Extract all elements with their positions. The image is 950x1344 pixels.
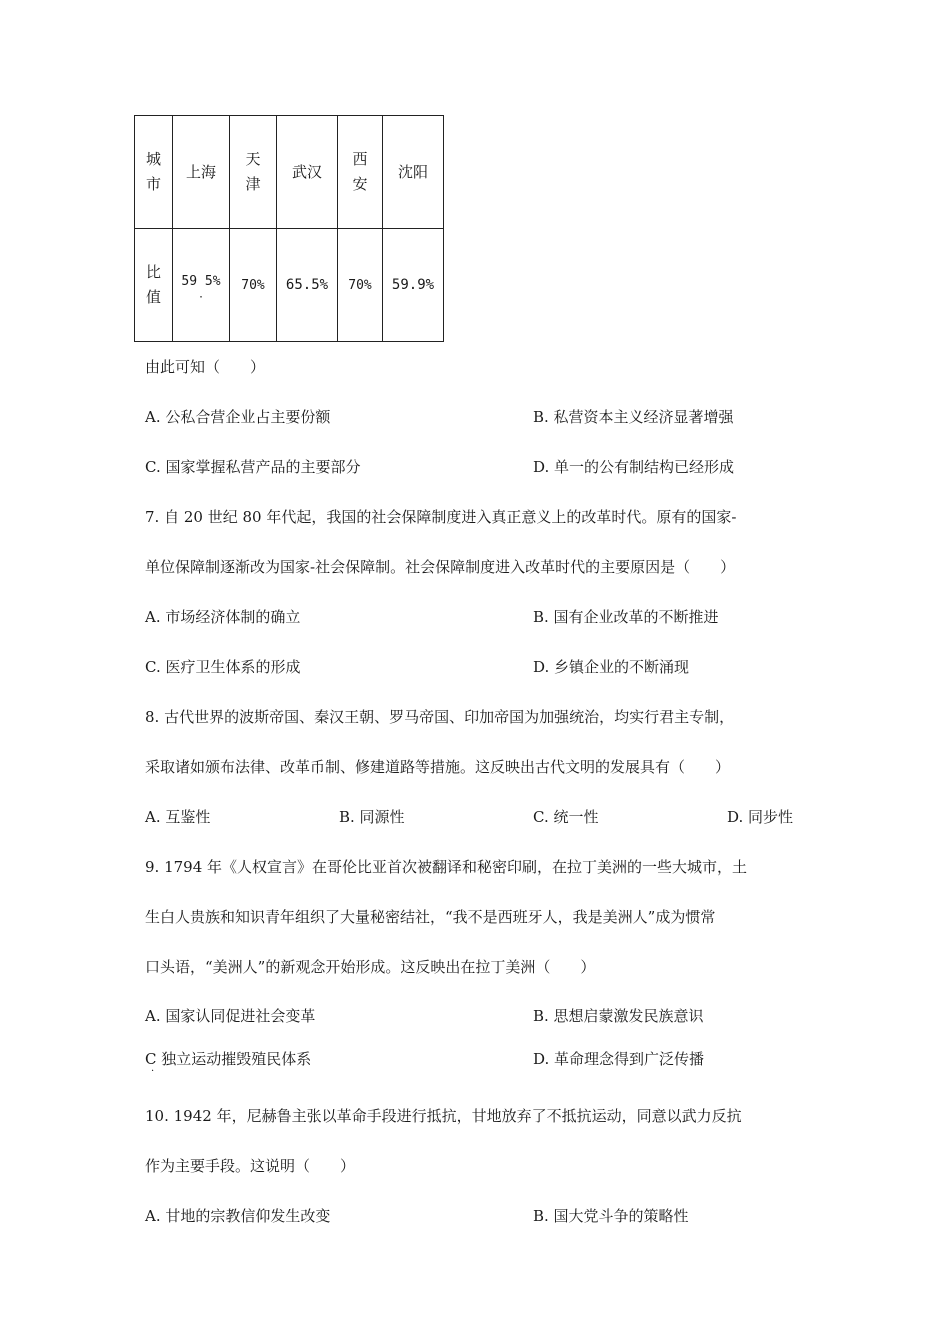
- q9-stem-line2: 生白人贵族和知识青年组织了大量秘密结社，“我不是西班牙人，我是美洲人”成为惯常: [145, 908, 716, 926]
- table-cell-value: 70%: [338, 229, 383, 342]
- table-cell-value: 59.9%: [383, 229, 444, 342]
- q7-option-d: D. 乡镇企业的不断涌现: [533, 658, 690, 676]
- q7-stem-line2: 单位保障制逐渐改为国家-社会保障制。社会保障制度进入改革时代的主要原因是（ ）: [145, 558, 736, 576]
- table-cell-value: 70%: [230, 229, 277, 342]
- q8-option-d: D. 同步性: [727, 808, 794, 826]
- q6-stem: 由此可知（ ）: [145, 358, 266, 376]
- table-cell-city: 上海: [173, 116, 230, 229]
- table-cell-value: 65.5%: [277, 229, 338, 342]
- q8-stem-line2: 采取诸如颁布法律、改革币制、修建道路等措施。这反映出古代文明的发展具有（ ）: [145, 758, 731, 776]
- table-value-row: [135, 229, 444, 342]
- table-header-row: [135, 116, 444, 229]
- q8-stem-line1: 8. 古代世界的波斯帝国、秦汉王朝、罗马帝国、印加帝国为加强统治，均实行君主专制，: [145, 708, 735, 726]
- q7-option-b: B. 国有企业改革的不断推进: [533, 608, 719, 626]
- q8-option-a: A. 互鉴性: [145, 808, 211, 826]
- table-cell-value: 59 5% ·: [173, 229, 230, 342]
- table-cell-city: 天津: [230, 116, 277, 229]
- q10-option-a: A. 甘地的宗教信仰发生改变: [145, 1207, 331, 1225]
- q8-option-c: C. 统一性: [533, 808, 599, 826]
- table-row-label: 比值: [135, 229, 173, 342]
- city-ratio-table: [134, 115, 444, 342]
- table-cell-city: 沈阳: [383, 116, 444, 229]
- q10-stem-line2: 作为主要手段。这说明（ ）: [145, 1157, 356, 1175]
- q6-option-a: A. 公私合营企业占主要份额: [145, 408, 331, 426]
- stray-dot: ·: [151, 1066, 155, 1077]
- q9-option-b: B. 思想启蒙激发民族意识: [533, 1007, 704, 1025]
- q9-option-a: A. 国家认同促进社会变革: [145, 1007, 316, 1025]
- q9-option-c: C 独立运动摧毁殖民体系: [145, 1050, 312, 1068]
- q6-option-b: B. 私营资本主义经济显著增强: [533, 408, 734, 426]
- q9-stem-line3: 口头语，“美洲人”的新观念开始形成。这反映出在拉丁美洲（ ）: [145, 958, 596, 976]
- q9-option-d: D. 革命理念得到广泛传播: [533, 1050, 705, 1068]
- q6-option-d: D. 单一的公有制结构已经形成: [533, 458, 735, 476]
- q8-option-b: B. 同源性: [339, 808, 405, 826]
- q10-option-b: B. 国大党斗争的策略性: [533, 1207, 689, 1225]
- q9-stem-line1: 9. 1794 年《人权宣言》在哥伦比亚首次被翻译和秘密印刷，在拉丁美洲的一些大城市，土: [145, 858, 748, 876]
- table-header-label: 城市: [135, 116, 173, 229]
- q7-option-a: A. 市场经济体制的确立: [145, 608, 301, 626]
- q10-stem-line1: 10. 1942 年，尼赫鲁主张以革命手段进行抵抗，甘地放弃了不抵抗运动，同意以武力反抗: [145, 1107, 742, 1125]
- table-cell-city: 武汉: [277, 116, 338, 229]
- table-cell-city: 西安: [338, 116, 383, 229]
- q6-option-c: C. 国家掌握私营产品的主要部分: [145, 458, 361, 476]
- q7-stem-line1: 7. 自 20 世纪 80 年代起，我国的社会保障制度进入真正意义上的改革时代。原有的国家-: [145, 508, 737, 526]
- q7-option-c: C. 医疗卫生体系的形成: [145, 658, 301, 676]
